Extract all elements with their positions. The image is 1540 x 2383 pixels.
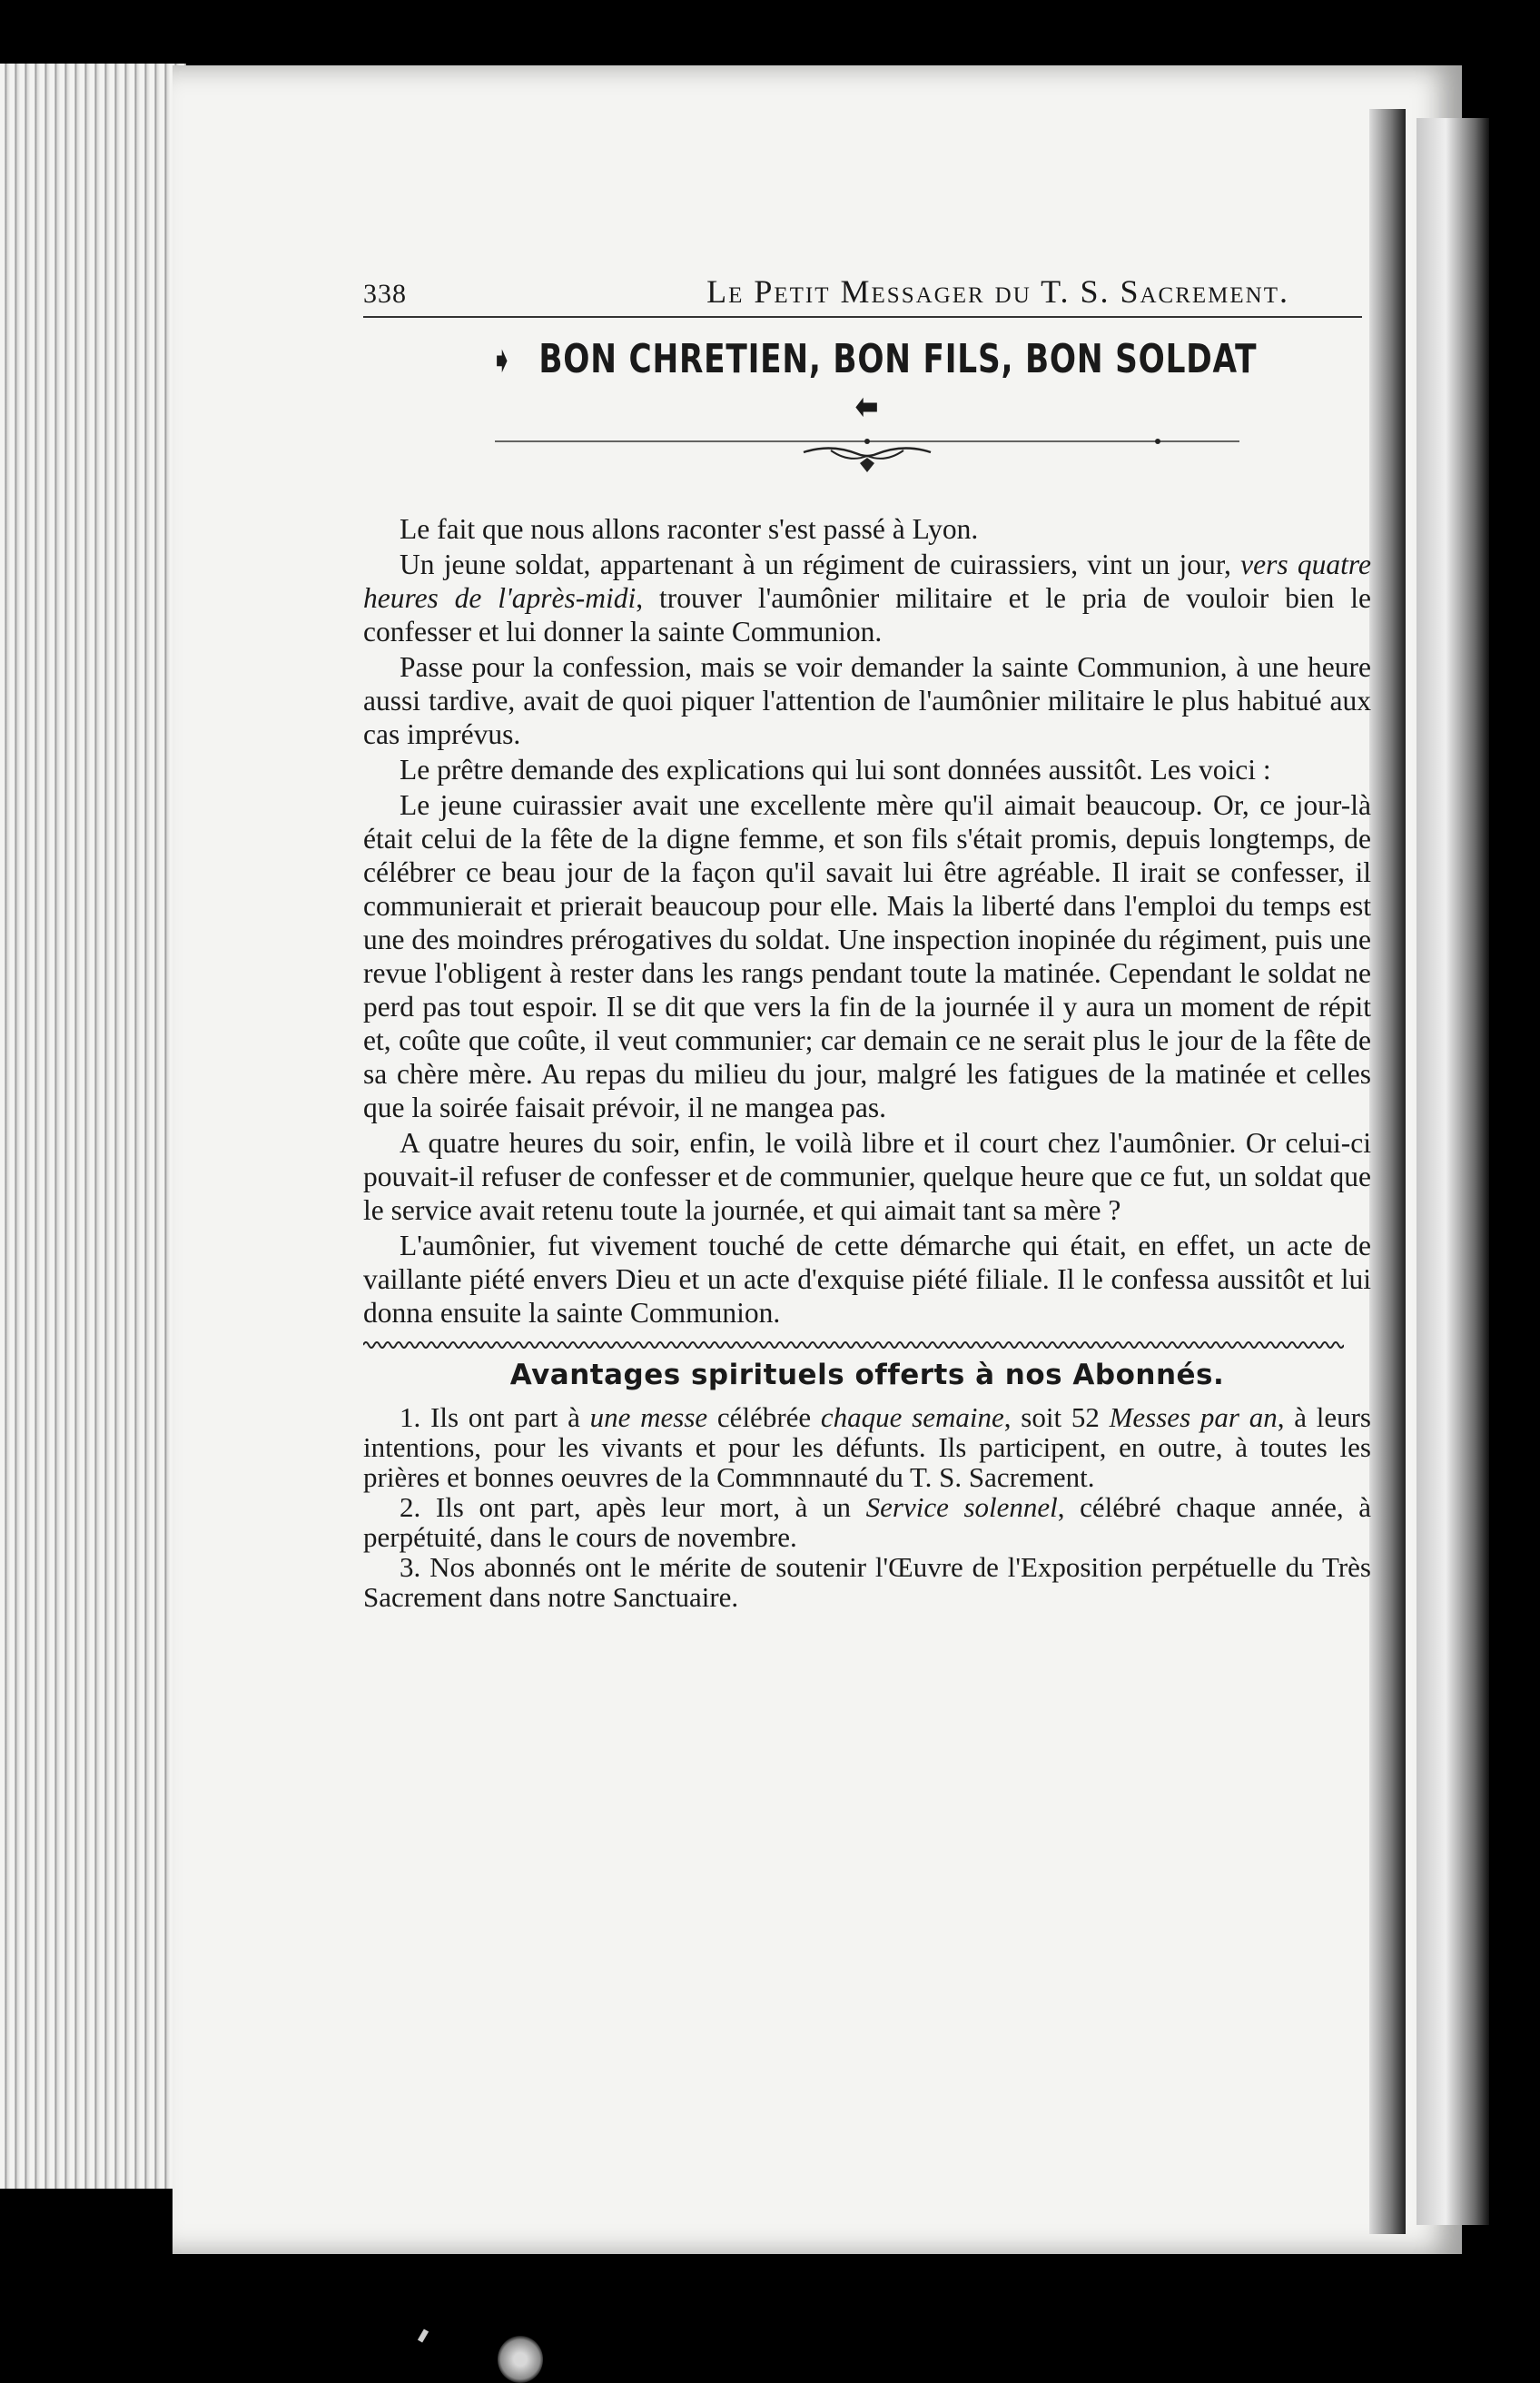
arrow-left-icon: ⬅ — [854, 386, 880, 428]
page-content — [363, 272, 1371, 1612]
journal-title: Le Petit Messager du T. S. Sacrement. — [706, 273, 1289, 310]
article-paragraph-3 — [363, 650, 1371, 751]
article-paragraph-1 — [363, 512, 1371, 546]
article-title: BON CHRETIEN, BON FILS, BON SOLDAT — [538, 336, 1258, 382]
benefits-title: Avantages spirituels offerts à nos Abonnés. — [509, 1359, 1225, 1391]
ornament-divider-icon — [495, 430, 1239, 485]
scan-speck — [418, 2329, 429, 2342]
page-number: 338 — [363, 279, 407, 309]
book-right-edge — [1417, 118, 1489, 2225]
text-run: A quatre heures du soir, enfin, le voilà libre et il court chez l'aumônier. Or celui-ci pouvait-il refuser de confesser et de communier, quelque heure que ce fut, un soldat que le service avait retenu toute la journée, et qui aimait tant sa mère ? — [363, 1127, 1371, 1226]
text-run: Le jeune cuirassier avait une excellente mère qu'il aimait beaucoup. Or, ce jour-là était celui de la fête de la digne femme, et son fils s'était promis, depuis longtemps, de célébrer ce beau jour de la façon qu'il savait lui être agréable. Il irait se confesser, il communierait et prierait beaucoup pour elle. Mais la liberté dans l'emploi du temps est une des moindres prérogatives du soldat. Une inspection inopinée du régiment, puis une revue l'obligent à rester dans les rangs pendant toute la matinée. Cependant le soldat ne perd pas tout espoir. Il se dit que vers la fin de la journée il y aura un moment de répit et, coûte que coûte, il veut communier; car demain ce ne serait plus le jour de la fête de sa chère mère. Au repas du milieu du jour, malgré les fatigues de la matinée et celles que la soirée faisait prévoir, il ne mangea pas. — [363, 789, 1371, 1123]
text-run: Un jeune soldat, appartenant à un régiment de cuirassiers, vint un jour, — [400, 549, 1241, 580]
text-run: , soit 52 — [1003, 1401, 1110, 1433]
arrow-right-icon: ➧ — [489, 340, 515, 381]
benefits-list — [363, 1402, 1371, 1612]
article-paragraph-7 — [363, 1229, 1371, 1330]
text-run: 2. Ils ont part, apès leur mort, à un — [400, 1491, 866, 1523]
article-paragraph-2 — [363, 548, 1371, 648]
running-head — [363, 272, 1362, 318]
book-page-edges — [0, 64, 186, 2189]
italic-text: Messes par an — [1109, 1401, 1278, 1433]
text-run: L'aumônier, fut vivement touché de cette démarche qui était, en effet, un acte de vaillante piété envers Dieu et un acte d'exquise piété filiale. Il le confessa aussitôt et lui donna ensuite la sainte Communion. — [363, 1230, 1371, 1329]
italic-text: vers quatre heures de l'après-midi — [363, 549, 1371, 614]
wavy-divider-icon — [363, 1335, 1344, 1355]
italic-text: Service solennel — [865, 1491, 1058, 1523]
text-run: , à leurs intentions, pour les vivants et pour les défunts. Ils participent, en outre, à toutes les prières et bonnes oeuvres de la Commnnauté du T. S. Sacrement. — [363, 1401, 1371, 1493]
article-paragraph-4 — [363, 753, 1371, 786]
text-run: , célébré chaque année, à perpétuité, dans le cours de novembre. — [363, 1491, 1371, 1553]
text-run: Le prêtre demande des explications qui lui sont données aussitôt. Les voici : — [400, 754, 1271, 786]
text-run: célébrée — [707, 1401, 821, 1433]
italic-text: une messe — [589, 1401, 708, 1433]
book-gutter-shadow — [1369, 109, 1406, 2234]
text-run: 1. Ils ont part à — [400, 1401, 590, 1433]
benefit-item-1 — [363, 1402, 1371, 1492]
article-paragraph-6 — [363, 1126, 1371, 1227]
article-title-row — [474, 336, 1260, 429]
text-run: 3. Nos abonnés ont le mérite de soutenir l'Œuvre de l'Exposition perpétuelle du Très Sacrement dans notre Sanctuaire. — [363, 1551, 1371, 1613]
benefit-item-2 — [363, 1492, 1371, 1552]
article-paragraph-5 — [363, 788, 1371, 1124]
text-run: , trouver l'aumônier militaire et le pria de vouloir bien le confesser et lui donner la sainte Communion. — [363, 582, 1371, 648]
article-body — [363, 512, 1371, 1330]
text-run: Passe pour la confession, mais se voir demander la sainte Communion, à une heure aussi tardive, avait de quoi piquer l'attention de l'aumônier militaire le plus habitué aux cas imprévus. — [363, 651, 1371, 750]
text-run: Le fait que nous allons raconter s'est passé à Lyon. — [400, 513, 979, 545]
benefit-item-3 — [363, 1552, 1371, 1612]
scan-smudge — [498, 2336, 543, 2383]
italic-text: chaque semaine — [820, 1401, 1004, 1433]
